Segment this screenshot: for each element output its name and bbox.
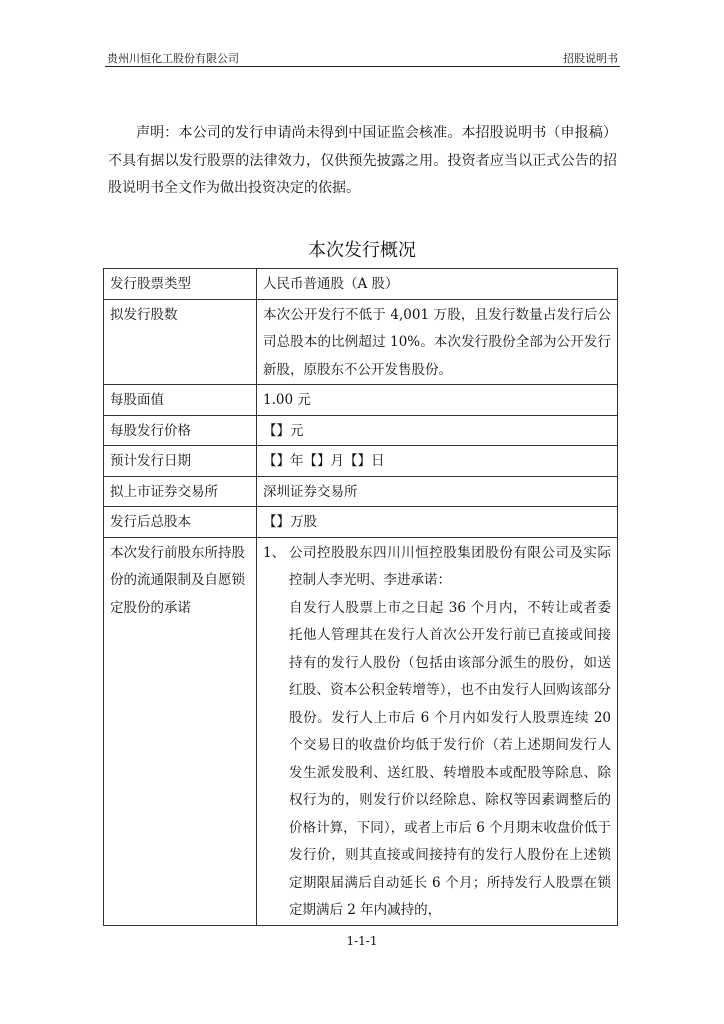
row-value: 人民币普通股（A 股）: [257, 269, 618, 300]
disclaimer-statement: 声明：本公司的发行申请尚未得到中国证监会核准。本招股说明书（申报稿）不具有据以发行股票的法律效力，仅供预先披露之用。投资者应当以正式公告的招股说明书全文作为做出投资决定的依据。: [108, 125, 617, 196]
table-row: [104, 446, 618, 477]
page-number: 1-1-1: [346, 934, 378, 948]
row-value: [257, 537, 618, 925]
row-label: 每股面值: [104, 385, 257, 416]
row-value: 【】年【】月【】日: [257, 446, 618, 477]
table-row: [104, 415, 618, 446]
list-item-heading: 公司控股股东四川川恒控股集团股份有限公司及实际控制人李光明、李进承诺：: [289, 544, 611, 588]
row-value: 【】元: [257, 415, 618, 446]
list-item: [263, 540, 611, 595]
row-label: 本次发行前股东所持股份的流通限制及自愿锁定股份的承诺: [104, 537, 257, 925]
row-label: 每股发行价格: [104, 415, 257, 446]
offering-overview-table: [103, 268, 618, 926]
table-row: [104, 507, 618, 538]
list-item-text: 自发行人股票上市之日起 36 个月内，不转让或者委托他人管理其在发行人首次公开发行前已直接或间接持有的发行人股份（包括由该部分派生的股份，如送红股、资本公积金转增等），也不由发行人回购该部分股份。发行人上市后 6 个月内如发行人股票连续 20 个交易日的收盘价均低于发行价（若上述期间发行人发生派发股利、送红股、转增股本或配股等除息、除权行为的，则发行价以经除息、除权等因素调整后的价格计算，下同），或者上市后 6 个月期末收盘价低于发行价，则其直接或间接持有的发行人股份在上述锁定期限届满后自动延长 6 个月；所持发行人股票在锁定期满后 2 年内减持的，: [289, 599, 611, 918]
row-label: 拟发行股数: [104, 299, 257, 385]
table-row: [104, 269, 618, 300]
header-company-name: 贵州川恒化工股份有限公司: [107, 52, 239, 65]
row-label: 预计发行日期: [104, 446, 257, 477]
row-value: 【】万股: [257, 507, 618, 538]
row-label: 发行后总股本: [104, 507, 257, 538]
row-label: 拟上市证券交易所: [104, 476, 257, 507]
table-row: [104, 299, 618, 385]
list-item-number: 1、: [263, 544, 286, 561]
row-label: 发行股票类型: [104, 269, 257, 300]
row-value: 1.00 元: [257, 385, 618, 416]
header-document-type: 招股说明书: [563, 52, 618, 65]
table-row-lockup: [104, 537, 618, 925]
page-header: [105, 50, 620, 67]
table-row: [104, 385, 618, 416]
table-row: [104, 476, 618, 507]
row-value: 本次公开发行不低于 4,001 万股，且发行数量占发行后公司总股本的比例超过 10%。本次发行股份全部为公开发行新股，原股东不公开发售股份。: [257, 299, 618, 385]
section-title: 本次发行概况: [308, 240, 416, 261]
row-value: 深圳证券交易所: [257, 476, 618, 507]
